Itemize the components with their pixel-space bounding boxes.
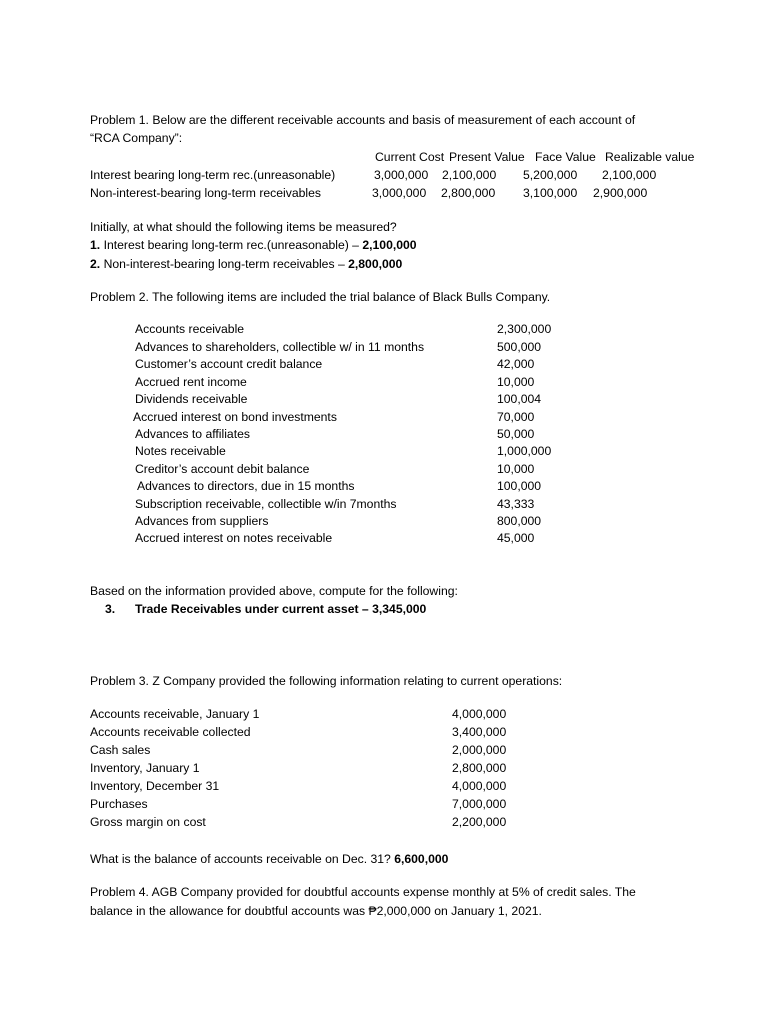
p1-answer-2-num: 2. (90, 257, 101, 271)
p3-item-value: 4,000,000 (452, 779, 507, 793)
p2-item-label: Advances to affiliates (135, 427, 250, 441)
p2-item-label: Advances to directors, due in 15 months (137, 479, 355, 493)
p2-item-value: 43,333 (497, 497, 535, 511)
header-face-value: Face Value (535, 150, 596, 164)
header-present-value: Present Value (449, 150, 525, 164)
p2-item-value: 70,000 (497, 410, 535, 424)
problem3-intro: Problem 3. Z Company provided the following information relating to current operations: (90, 674, 563, 688)
problem3-answer: 6,600,000 (394, 852, 449, 866)
p3-item-label: Inventory, December 31 (90, 779, 220, 793)
p2-item-label: Accrued interest on bond investments (133, 410, 337, 424)
p3-item-label: Accounts receivable collected (90, 725, 251, 739)
header-realizable-value: Realizable value (605, 150, 695, 164)
p2-item-label: Customer’s account credit balance (135, 357, 323, 371)
p1-row2-present-value: 2,800,000 (441, 186, 496, 200)
p2-item-label: Accounts receivable (135, 322, 245, 336)
problem1-intro-line2: “RCA Company”: (90, 131, 183, 145)
p3-item-label: Purchases (90, 797, 148, 811)
p2-item-label: Advances to shareholders, collectible w/ in 11 months (135, 340, 425, 354)
p2-item-value: 42,000 (497, 357, 535, 371)
p1-row1-face-value: 5,200,000 (523, 168, 578, 182)
p2-item-value: 800,000 (497, 514, 542, 528)
p2-item-label: Advances from suppliers (135, 514, 269, 528)
p1-row1-present-value: 2,100,000 (442, 168, 497, 182)
p2-item-value: 1,000,000 (497, 444, 552, 458)
p2-answer-num (105, 601, 115, 618)
p1-answer-1 (90, 237, 417, 254)
p2-item-label: Notes receivable (135, 444, 226, 458)
p3-item-value: 3,400,000 (452, 725, 507, 739)
p2-item-value: 50,000 (497, 427, 535, 441)
p2-item-label: Subscription receivable, collectible w/in 7months (135, 497, 397, 511)
p1-row1-realizable-value: 2,100,000 (602, 168, 657, 182)
p2-item-label: Accrued rent income (135, 375, 247, 389)
problem3-question-line (90, 851, 448, 868)
p2-item-label: Dividends receivable (135, 392, 248, 406)
p3-item-label: Inventory, January 1 (90, 761, 200, 775)
problem1-question: Initially, at what should the following items be measured? (90, 220, 397, 234)
p1-answer-2 (90, 256, 402, 273)
problem4-line1: Problem 4. AGB Company provided for doubtful accounts expense monthly at 5% of credit sales. The (90, 885, 636, 899)
p3-item-value: 2,000,000 (452, 743, 507, 757)
p1-answer-2-text: Non-interest-bearing long-term receivables – (103, 257, 345, 271)
problem4-line2: balance in the allowance for doubtful accounts was ₱2,000,000 on January 1, 2021. (90, 904, 542, 918)
p3-item-label: Gross margin on cost (90, 815, 206, 829)
p3-item-label: Cash sales (90, 743, 151, 757)
p2-item-value: 100,004 (497, 392, 542, 406)
p2-item-label: Accrued interest on notes receivable (135, 531, 333, 545)
p1-answer-1-value: 2,100,000 (362, 238, 417, 252)
p3-item-value: 2,200,000 (452, 815, 507, 829)
p2-answer-value: 3,345,000 (372, 602, 427, 616)
p1-row1-current-cost: 3,000,000 (374, 168, 429, 182)
p2-item-value: 2,300,000 (497, 322, 552, 336)
header-current-cost: Current Cost (375, 150, 445, 164)
p3-item-value: 2,800,000 (452, 761, 507, 775)
problem1-intro-line1: Problem 1. Below are the different receivable accounts and basis of measurement of each account of (90, 113, 636, 127)
problem3-question: What is the balance of accounts receivable on Dec. 31? (90, 852, 391, 866)
p2-answer-num-text: 3. (105, 602, 116, 616)
p2-answer-text: Trade Receivables under current asset – (135, 602, 369, 616)
p3-item-value: 4,000,000 (452, 707, 507, 721)
p2-item-label: Creditor’s account debit balance (135, 462, 310, 476)
problem2-compute-line: Based on the information provided above, compute for the following: (90, 584, 458, 598)
p1-answer-2-value: 2,800,000 (348, 257, 403, 271)
p1-row2-face-value: 3,100,000 (523, 186, 578, 200)
p2-item-value: 45,000 (497, 531, 535, 545)
p2-item-value: 500,000 (497, 340, 542, 354)
p1-row2-current-cost: 3,000,000 (372, 186, 427, 200)
problem2-intro: Problem 2. The following items are included the trial balance of Black Bulls Company. (90, 290, 551, 304)
p2-answer (135, 601, 426, 618)
p1-answer-1-text: Interest bearing long-term rec.(unreasonable) – (103, 238, 359, 252)
p1-row2-realizable-value: 2,900,000 (593, 186, 648, 200)
p3-item-label: Accounts receivable, January 1 (90, 707, 260, 721)
p1-answer-1-num: 1. (90, 238, 101, 252)
p2-item-value: 10,000 (497, 462, 535, 476)
p1-row2-label: Non-interest-bearing long-term receivables (90, 186, 321, 200)
p2-item-value: 10,000 (497, 375, 535, 389)
p2-item-value: 100,000 (497, 479, 542, 493)
p3-item-value: 7,000,000 (452, 797, 507, 811)
p1-row1-label: Interest bearing long-term rec.(unreasonable) (90, 168, 336, 182)
